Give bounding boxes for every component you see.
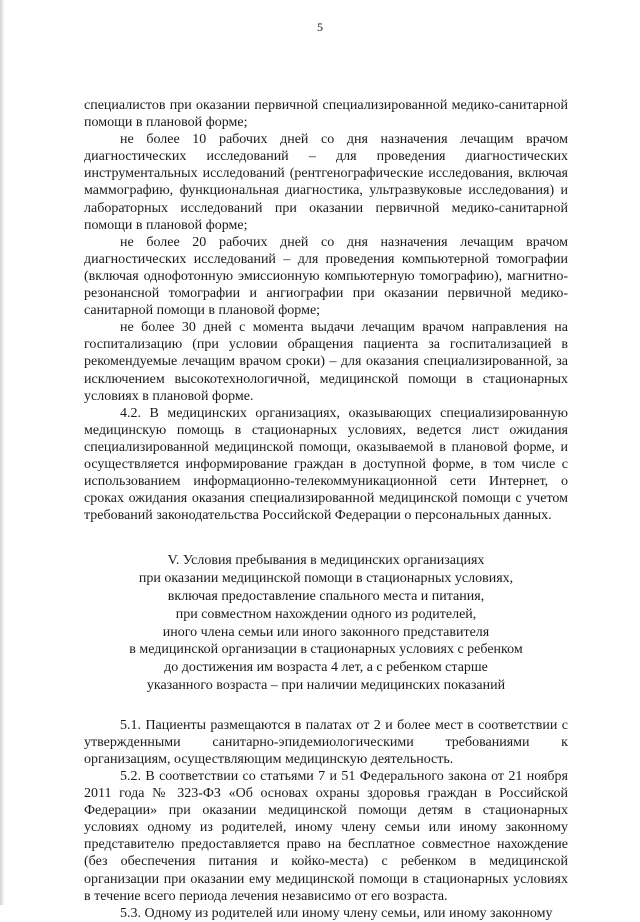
paragraph-5-1: 5.1. Пациенты размещаются в палатах от 2 и более мест в соответствии с утвержденными санитарно-эпидемиологическими требованиями к организациям, осуществляющим медицинскую деятельность. [84,717,568,767]
paragraph-4-2: 4.2. В медицинских организациях, оказывающих специализированную медицинскую помощь в стационарных условиях, ведется лист ожидания специализированной медицинской помощи, оказываемой в плановой форме, и осуществляется информирование граждан в доступной форме, в том числе с использованием информационно-телекоммуникационной сети Интернет, о сроках ожидания оказания специализированной медицинской помощи с учетом требований законодательства Российской Федерации о персональных данных. [84,405,568,524]
page-number: 5 [317,20,323,34]
paragraph: не более 10 рабочих дней со дня назначения лечащим врачом диагностических исследований – для проведения диагностических инструментальных исследований (рентгенографические исследования, включая маммографию, функциональная диагностика, ультразвуковые исследования) и лабораторных исследований при оказании первичной медико-санитарной помощи в плановой форме; [84,132,568,233]
section-heading-line: указанного возраста – при наличии медицинских показаний [146,677,506,693]
paragraph-5-2: 5.2. В соответствии со статьями 7 и 51 Федерального закона от 21 ноября 2011 года № 323-ФЗ «Об основах охраны здоровья граждан в Российской Федерации» при оказании медицинской помощи детям в стационарных условиях одному из родителей, иному члену семьи или иному законному представителю предоставляется право на бесплатное совместное нахождение (без обеспечения питания и койко-места) с ребенком в медицинской организации при оказании ему медицинской помощи в стационарных условиях в течение всего периода лечения независимо от его возраста. [84,769,568,904]
section-heading-line: V. Условия пребывания в медицинских организациях [167,553,485,569]
section-heading [84,552,568,694]
paragraph-5-3: 5.3. Одному из родителей или иному члену семьи, или иному законному [120,905,553,921]
section-heading-line: включая предоставление спального места и питания, [167,588,485,604]
section-heading-line: в медицинской организации в стационарных условиях с ребенком [129,642,523,658]
section-heading-line: иного члена семьи или иного законного представителя [162,624,490,640]
paragraph: не более 20 рабочих дней со дня назначения лечащим врачом диагностических исследований – для проведения компьютерной томографии (включая однофотонную эмиссионную компьютерную томографию), магнитно-резонансной томографии и ангиографии при оказании первичной медико-санитарной помощи в плановой форме; [84,234,568,319]
section-heading-line: при совместном нахождении одного из родителей, [175,606,477,622]
scan-edge-shadow [0,0,5,905]
section-heading-line: до достижения им возраста 4 лет, а с ребенком старше [164,660,488,676]
section-heading-line: при оказании медицинской помощи в стационарных условиях, [138,571,514,587]
paragraph: специалистов при оказании первичной специализированной медико-санитарной помощи в плановой форме; [84,98,568,131]
document-body [84,97,568,922]
paragraph: не более 30 дней с момента выдачи лечащим врачом направления на госпитализацию (при условии обращения пациента за госпитализацией в рекомендуемые лечащим врачом сроки) – для оказания специализированной, за исключением высокотехнологичной, медицинской помощи в стационарных условиях в плановой форме. [84,320,568,404]
